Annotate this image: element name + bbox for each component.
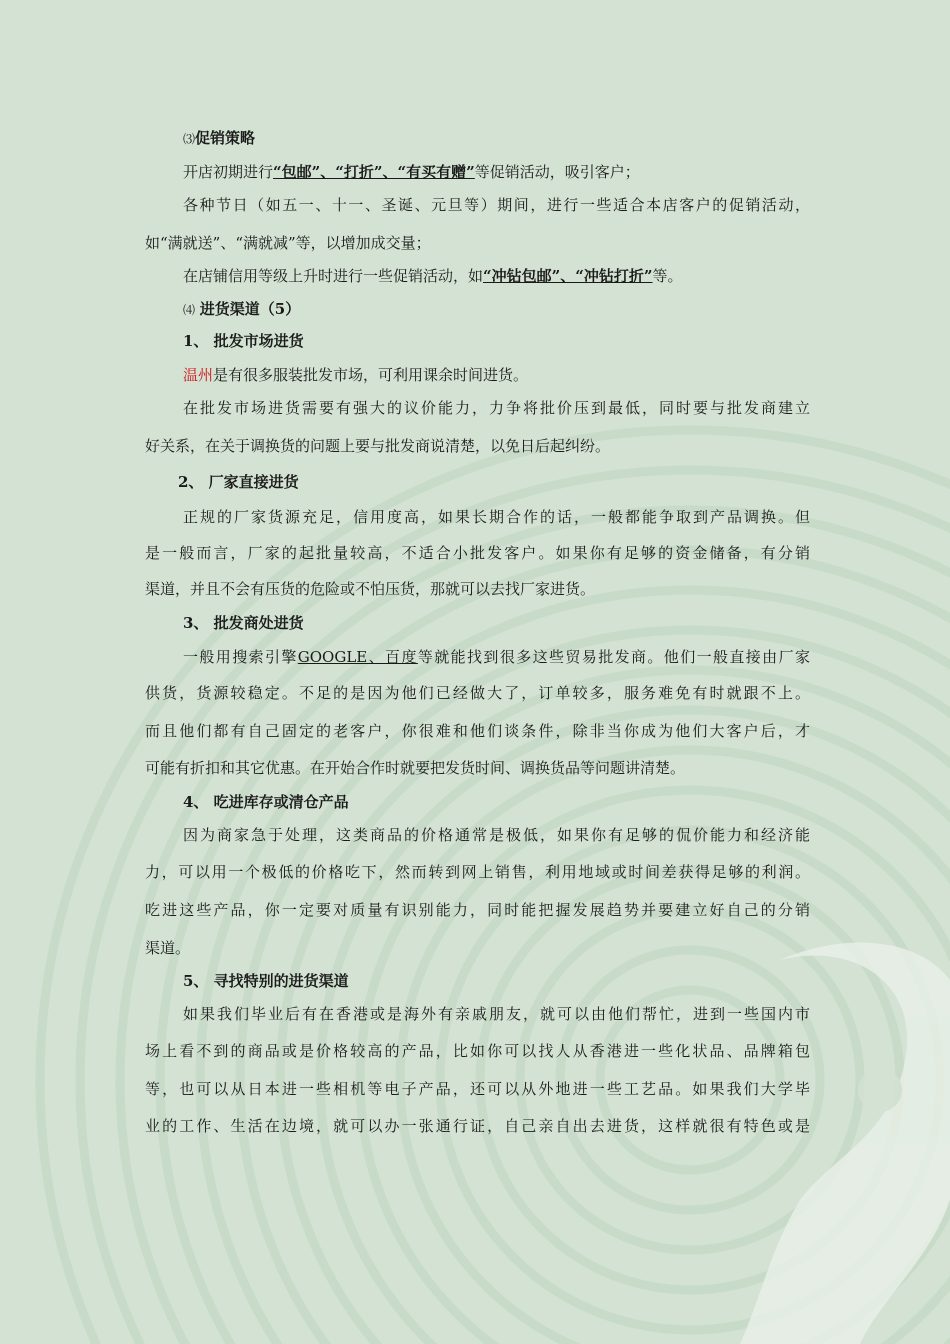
section-3-heading: ⑶促销策略 (183, 129, 256, 147)
paragraph: 因为商家急于处理，这类商品的价格通常是极低，如果你有足够的侃价能力和经济能 (183, 826, 810, 844)
paragraph: 开店初期进行“包邮”、“打折”、“有买有赠”等促销活动，吸引客户； (183, 163, 640, 181)
paragraph: 而且他们都有自己固定的老客户，你很难和他们谈条件，除非当你成为他们大客户后，才 (145, 722, 810, 740)
paragraph: 在批发市场进货需要有强大的议价能力，力争将批价压到最低，同时要与批发商建立 (183, 399, 810, 417)
paragraph: 等，也可以从日本进一些相机等电子产品，还可以从外地进一些工艺品。如果我们大学毕 (145, 1080, 810, 1098)
subheading-5: 5、 寻找特别的进货渠道 (183, 972, 349, 990)
paragraph: 吃进这些产品，你一定要对质量有识别能力，同时能把握发展趋势并要建立好自己的分销 (145, 901, 810, 919)
paragraph: 供货，货源较稳定。不足的是因为他们已经做大了，订单较多，服务难免有时就跟不上。 (145, 684, 810, 702)
paragraph: 场上看不到的商品或是价格较高的产品，比如你可以找人从香港进一些化状品、品牌箱包 (145, 1042, 810, 1060)
subheading-2: 2、 厂家直接进货 (178, 473, 299, 491)
paragraph: 正规的厂家货源充足，信用度高，如果长期合作的话，一般都能争取到产品调换。但 (183, 508, 810, 526)
paragraph: 如果我们毕业后有在香港或是海外有亲戚朋友，就可以由他们帮忙，进到一些国内市 (183, 1005, 810, 1023)
subheading-4: 4、 吃进库存或清仓产品 (183, 793, 349, 811)
paragraph: 如“满就送”、“满就减”等，以增加成交量； (145, 234, 431, 252)
section-4-heading: ⑷ 进货渠道（5） (183, 300, 301, 318)
paragraph: 业的工作、生活在边境，就可以办一张通行证，自己亲自出去进货，这样就很有特色或是 (145, 1117, 810, 1135)
paragraph: 各种节日（如五一、十一、圣诞、元旦等）期间，进行一些适合本店客户的促销活动， (183, 196, 810, 214)
paragraph: 力，可以用一个极低的价格吃下，然而转到网上销售，利用地域或时间差获得足够的利润。 (145, 863, 810, 881)
paragraph: 渠道。 (145, 939, 191, 957)
paragraph: 好关系，在关于调换货的问题上要与批发商说清楚，以免日后起纠纷。 (145, 437, 611, 455)
subheading-1: 1、 批发市场进货 (183, 332, 304, 350)
paragraph: 可能有折扣和其它优惠。在开始合作时就要把发货时间、调换货品等问题讲清楚。 (145, 759, 686, 777)
subheading-3: 3、 批发商处进货 (183, 614, 304, 632)
paragraph: 一般用搜索引擎GOOGLE、百度等就能找到很多这些贸易批发商。他们一般直接由厂家 (183, 648, 810, 666)
paragraph: 渠道，并且不会有压货的危险或不怕压货，那就可以去找厂家进货。 (145, 580, 596, 598)
paragraph: 在店铺信用等级上升时进行一些促销活动，如“冲钻包邮”、“冲钻打折”等。 (183, 267, 683, 285)
paragraph: 温州是有很多服装批发市场，可利用课余时间进货。 (183, 366, 529, 384)
paragraph: 是一般而言，厂家的起批量较高，不适合小批发客户。如果你有足够的资金储备，有分销 (145, 544, 810, 562)
